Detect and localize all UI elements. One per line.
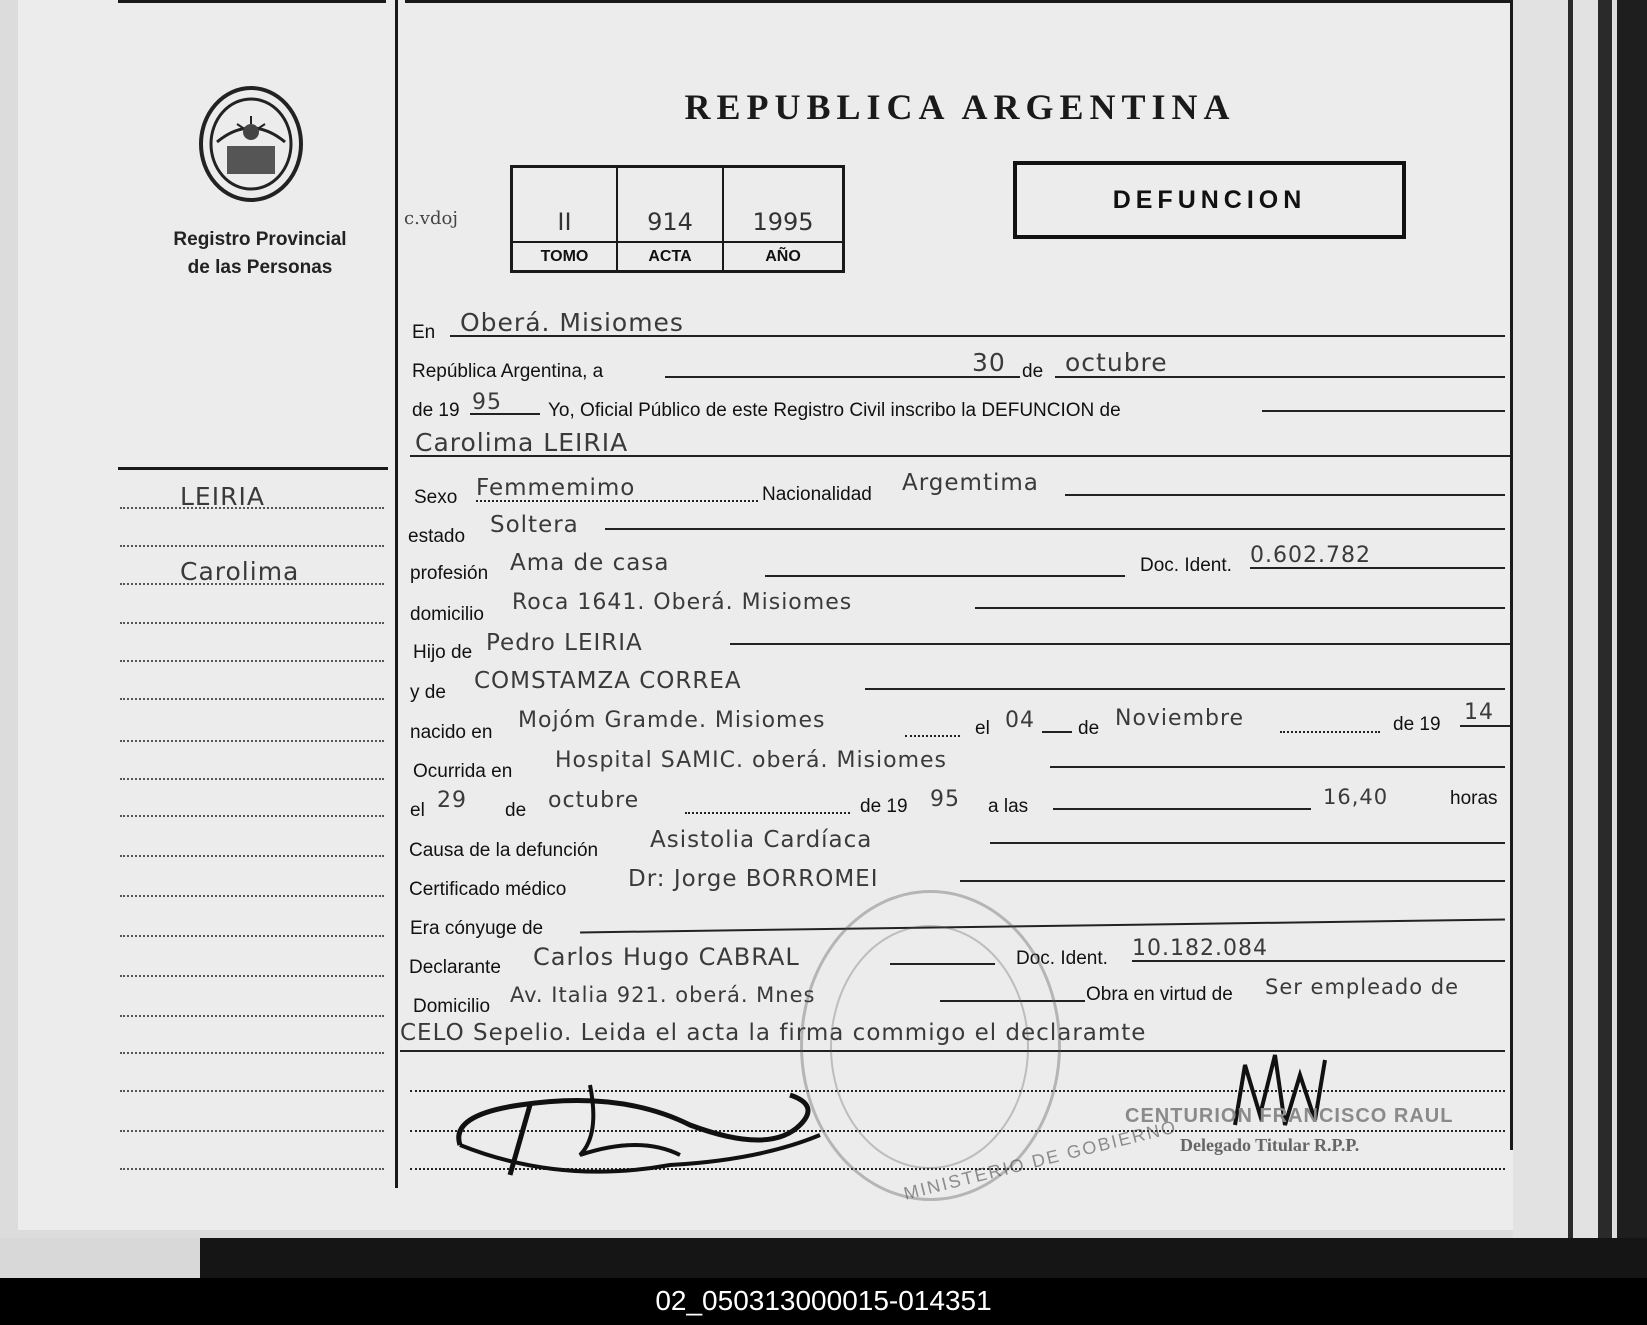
day-value: 30	[972, 348, 1006, 377]
yde-value: COMSTAMZA CORREA	[474, 668, 742, 694]
official-name: CENTURION FRANCISCO RAUL	[1125, 1105, 1454, 1127]
field-line	[1262, 410, 1505, 412]
field-line	[765, 575, 1125, 577]
field-line	[1065, 494, 1505, 496]
nacido-year: 14	[1464, 700, 1494, 725]
continuation-text: CELO Sepelio. Leida el acta la firma commigo el declaramte	[400, 1020, 1147, 1046]
tomo-label: TOMO	[540, 248, 589, 265]
ocurrida-value: Hospital SAMIC. oberá. Misiomes	[555, 748, 948, 773]
margin-note: c.vdoj	[404, 208, 458, 229]
ano-value: 1995	[752, 208, 814, 236]
doc-ident-value: 0.602.782	[1250, 543, 1371, 568]
obra-label: Obra en virtud de	[1086, 984, 1233, 1005]
nacionalidad-value: Argemtima	[902, 470, 1039, 496]
country-heading: REPUBLICA ARGENTINA	[684, 87, 1236, 127]
doc-ident-2-value: 10.182.084	[1132, 936, 1268, 961]
top-rule-left	[118, 0, 386, 3]
field-line	[476, 500, 758, 502]
field-line	[470, 413, 540, 415]
acta-value: 914	[647, 208, 693, 236]
margin-line	[120, 1015, 384, 1017]
year-value: 95	[472, 390, 502, 415]
death-year-prefix: de 19	[860, 796, 908, 817]
field-line	[1050, 766, 1505, 768]
tomo-value: II	[557, 208, 572, 236]
domicilio-label: domicilio	[410, 604, 484, 625]
death-year: 95	[930, 787, 960, 812]
doc-ident-label: Doc. Ident.	[1140, 555, 1232, 576]
certificado-value: Dr: Jorge BORROMEI	[628, 866, 879, 892]
official-title: Delegado Titular R.P.P.	[1180, 1135, 1360, 1155]
death-de-label: de	[505, 800, 527, 821]
margin-line	[120, 815, 384, 817]
field-line	[410, 455, 1510, 457]
republica-label: República Argentina, a	[412, 361, 604, 382]
field-line	[665, 376, 1020, 378]
estado-label: estado	[408, 526, 466, 547]
nacido-value: Mojóm Gramde. Misiomes	[518, 708, 826, 733]
profesion-label: profesión	[410, 563, 489, 584]
obra-value: Ser empleado de	[1265, 975, 1459, 999]
margin-given-name: Carolima	[180, 557, 300, 586]
month-value: octubre	[1065, 348, 1168, 377]
nacido-el-label: el	[975, 718, 990, 739]
death-time: 16,40	[1323, 785, 1389, 809]
margin-line	[120, 1052, 384, 1054]
acta-cell	[618, 168, 724, 270]
field-line	[730, 643, 1510, 645]
margin-line	[120, 1168, 384, 1170]
top-rule-right	[405, 0, 1510, 3]
en-label: En	[412, 322, 436, 343]
margin-line	[120, 1090, 384, 1092]
margin-line	[120, 975, 384, 977]
death-el-label: el	[410, 800, 425, 821]
place-value: Oberá. Misiomes	[460, 308, 684, 337]
declarante-value: Carlos Hugo CABRAL	[533, 943, 800, 971]
tomo-acta-table	[510, 165, 845, 273]
registry-name	[150, 226, 370, 282]
margin-divider	[395, 0, 398, 1188]
field-line	[1132, 960, 1505, 962]
nacido-de-label: de	[1078, 718, 1100, 739]
domicilio-2-value: Av. Italia 921. oberá. Mnes	[510, 983, 816, 1007]
book-binding-line	[1568, 0, 1573, 1238]
page-corner	[0, 1238, 200, 1278]
field-line	[865, 688, 1505, 690]
domicilio-2-label: Domicilio	[413, 996, 491, 1017]
scan-bottom-band	[0, 1238, 1647, 1278]
registry-line-1: Registro Provincial	[173, 229, 347, 250]
margin-split-rule	[118, 467, 388, 470]
margin-line	[120, 698, 384, 700]
yde-label: y de	[410, 682, 446, 703]
scan-caption: 02_050313000015-014351	[0, 1278, 1647, 1325]
margin-line	[120, 895, 384, 897]
estado-value: Soltera	[490, 512, 579, 538]
declarant-signature-icon	[440, 1065, 840, 1195]
registry-stamp-inner	[830, 925, 1029, 1169]
death-month: octubre	[548, 788, 640, 813]
field-line	[1042, 731, 1072, 733]
oficial-label: Yo, Oficial Público de este Registro Civil inscribo la DEFUNCION de	[548, 400, 1121, 421]
field-line	[1460, 725, 1510, 727]
margin-line	[120, 660, 384, 662]
conyuge-label: Era cónyuge de	[410, 918, 544, 939]
causa-label: Causa de la defunción	[409, 840, 599, 861]
ano-cell	[724, 168, 842, 270]
death-day: 29	[437, 788, 467, 813]
nacido-month: Noviembre	[1115, 706, 1245, 731]
document-type-box: DEFUNCION	[1013, 161, 1406, 239]
field-line	[1250, 567, 1505, 569]
field-line	[975, 607, 1505, 609]
margin-line	[120, 740, 384, 742]
deceased-name: Carolima LEIRIA	[415, 428, 629, 457]
ocurrida-label: Ocurrida en	[413, 761, 513, 782]
field-line	[990, 842, 1505, 844]
margin-line	[120, 1130, 384, 1132]
profesion-value: Ama de casa	[510, 550, 670, 576]
causa-value: Asistolia Cardíaca	[650, 827, 873, 853]
doc-ident-2-label: Doc. Ident.	[1016, 948, 1108, 969]
hijo-label: Hijo de	[413, 642, 473, 663]
field-line	[605, 528, 1505, 530]
field-line	[905, 735, 960, 737]
sexo-label: Sexo	[414, 487, 458, 508]
margin-line	[120, 545, 384, 547]
declarante-label: Declarante	[409, 957, 501, 978]
field-line	[685, 812, 850, 814]
book-spine	[1598, 0, 1612, 1238]
right-border	[1510, 0, 1513, 1150]
margin-line	[120, 935, 384, 937]
provincial-seal-icon	[197, 84, 305, 204]
nacido-label: nacido en	[410, 722, 493, 743]
field-line	[1053, 808, 1311, 810]
nacido-day: 04	[1005, 708, 1035, 733]
year-prefix-label: de 19	[412, 400, 460, 421]
ano-label: AÑO	[765, 248, 801, 265]
acta-label: ACTA	[648, 248, 692, 265]
tomo-cell	[513, 168, 618, 270]
margin-line	[120, 778, 384, 780]
margin-surname: LEIRIA	[180, 482, 265, 511]
stamp-text: MINISTERIO DE GOBIERNO	[901, 1116, 1180, 1204]
field-line	[960, 880, 1505, 882]
de-label: de	[1022, 361, 1044, 382]
sexo-value: Femmemimo	[476, 475, 636, 501]
margin-line	[120, 622, 384, 624]
hijo-value: Pedro LEIRIA	[486, 630, 643, 656]
margin-line	[120, 855, 384, 857]
domicilio-value: Roca 1641. Oberá. Misiomes	[512, 590, 853, 615]
field-line	[1280, 731, 1380, 733]
nacido-year-prefix: de 19	[1393, 714, 1441, 735]
horas-label: horas	[1450, 788, 1498, 809]
registry-line-2: de las Personas	[187, 257, 333, 278]
certificado-label: Certificado médico	[409, 879, 567, 900]
alas-label: a las	[988, 796, 1029, 817]
nacionalidad-label: Nacionalidad	[762, 484, 872, 505]
